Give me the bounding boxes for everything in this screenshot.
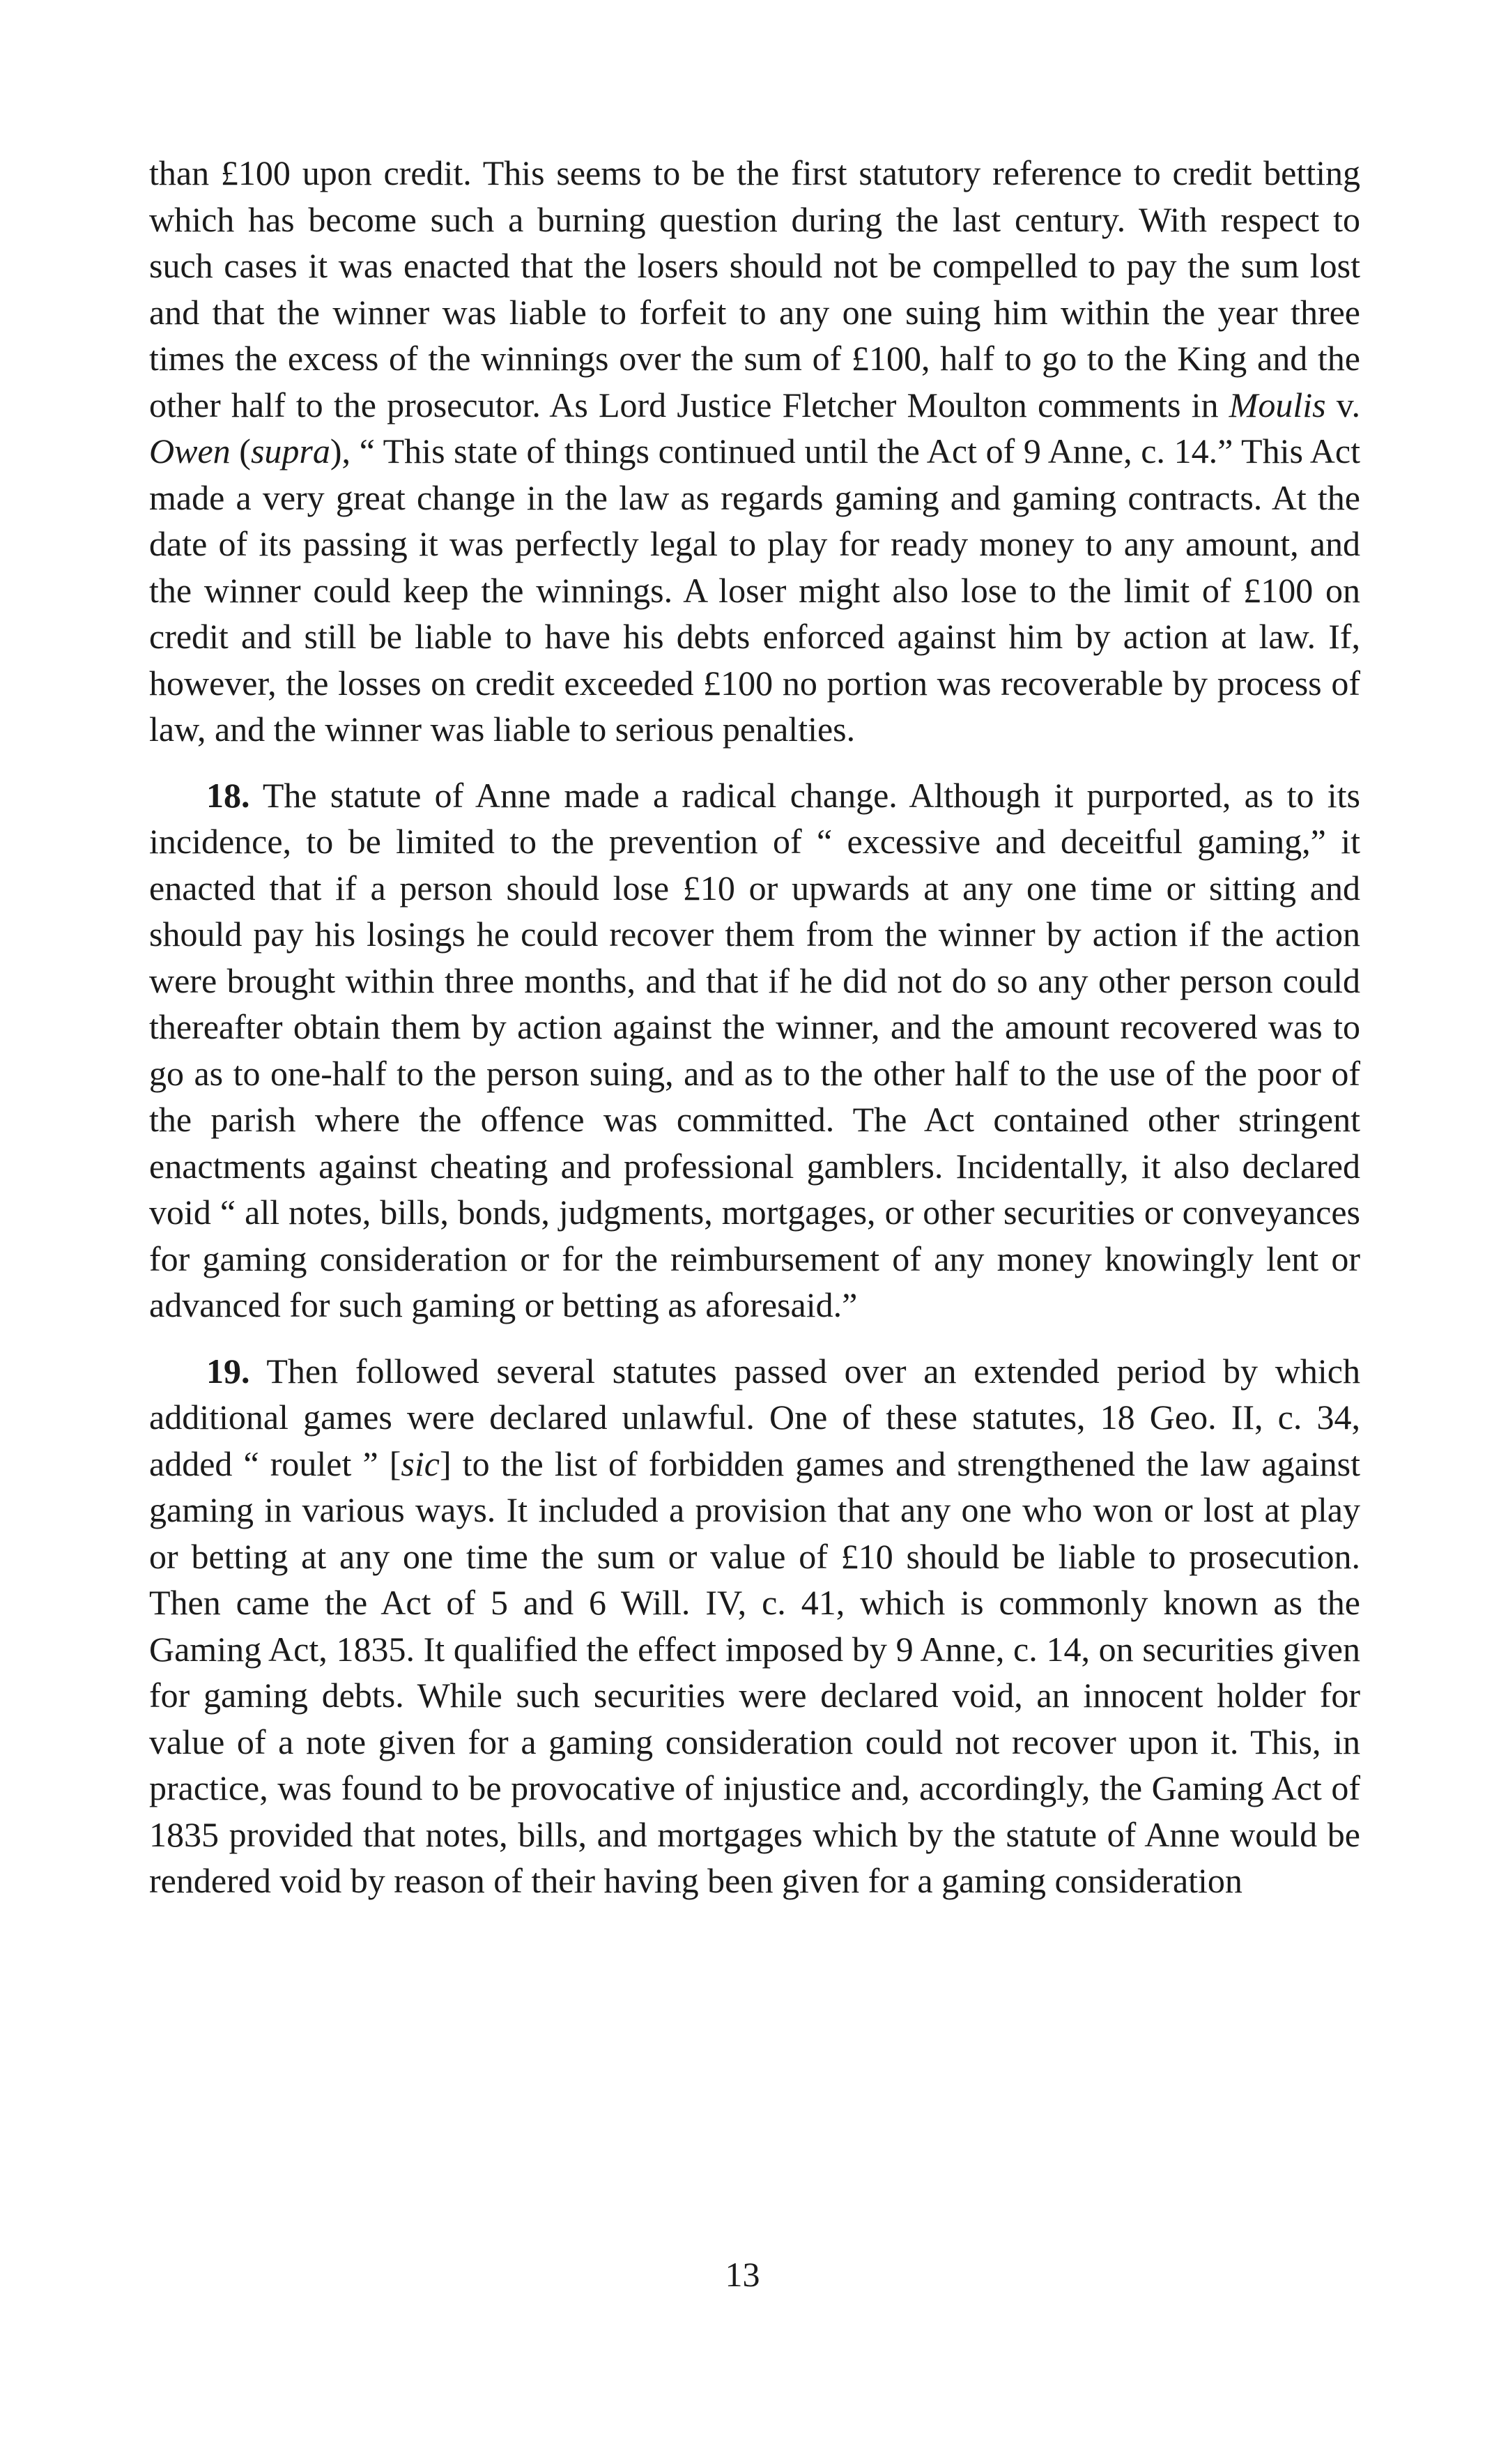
text-segment: ( <box>230 431 251 470</box>
body-text <box>149 150 1360 1904</box>
text-segment: ), “ This state of things continued until the Act of 9 Anne, c. 14.” This Act made a very great change in the law as regards gaming and gaming contracts. At the date of its passing it was perfectly legal to play for ready money to any amount, and the winner could keep the winnings. A loser might also lose to the limit of £100 on credit and still be liable to have his debts enforced against him by action at law. If, however, the losses on credit exceeded £100 no portion was recoverable by process of law, and the winner was liable to serious penalties. <box>149 431 1360 749</box>
case-name-italic: Moulis <box>1229 385 1326 424</box>
paragraph-continuation <box>149 150 1360 753</box>
text-segment: The statute of Anne made a radical change. Although it purported, as to its incidence, to be limited to the prevention of “ excessive and deceitful gaming,” it enacted that if a person should lose £10 or upwards at any one time or sitting and should pay his losings he could recover them from the winner by action if the action were brought within three months, and that if he did not do so any other person could thereafter obtain them by action against the winner, and the amount recovered was to go as to one-half to the person suing, and as to the other half to the use of the poor of the parish where the offence was committed. The Act contained other stringent enactments against cheating and professional gamblers. Incidentally, it also declared void “ all notes, bills, bonds, judgments, mortgages, or other securities or conveyances for gaming consideration or for the reimbursement of any money knowingly lent or advanced for such gaming or betting as aforesaid.” <box>149 775 1360 1324</box>
text-segment: ] to the list of forbidden games and strengthened the law against gaming in various ways. It included a provision that any one who won or lost at play or betting at any one time the sum or value of £10 should be liable to prosecution. Then came the Act of 5 and 6 Will. IV, c. 41, which is commonly known as the Gaming Act, 1835. It qualified the effect imposed by 9 Anne, c. 14, on securities given for gaming debts. While such securities were declared void, an innocent holder for value of a note given for a gaming consideration could not recover upon it. This, in practice, was found to be provocative of injustice and, accordingly, the Gaming Act of 1835 provided that notes, bills, and mortgages which by the statute of Anne would be rendered void by reason of their having been given for a gaming consideration <box>149 1444 1361 1900</box>
text-segment: v. <box>1325 385 1360 424</box>
paragraph-18 <box>149 772 1360 1329</box>
supra-italic: supra <box>250 431 330 470</box>
paragraph-number: 19. <box>206 1351 250 1391</box>
page-number: 13 <box>725 2255 760 2294</box>
text-segment: Then followed several statutes passed over an extended period by which additional games were declared unlawful. One of these statutes, 18 Geo. II, c. 34, added “ roulet ” [ <box>149 1351 1360 1483</box>
paragraph-number: 18. <box>206 775 250 815</box>
paragraph-19 <box>149 1348 1360 1904</box>
case-name-italic: Owen <box>149 431 231 470</box>
sic-italic: sic <box>401 1444 440 1483</box>
text-segment: than £100 upon credit. This seems to be the first statutory reference to credit betting which has become such a burning question during the last century. With respect to such cases it was enacted that the losers should not be compelled to pay the sum lost and that the winner was liable to forfeit to any one suing him within the year three times the excess of the winnings over the sum of £100, half to go to the King and the other half to the prosecutor. As Lord Justice Fletcher Moulton comments in <box>149 153 1360 424</box>
